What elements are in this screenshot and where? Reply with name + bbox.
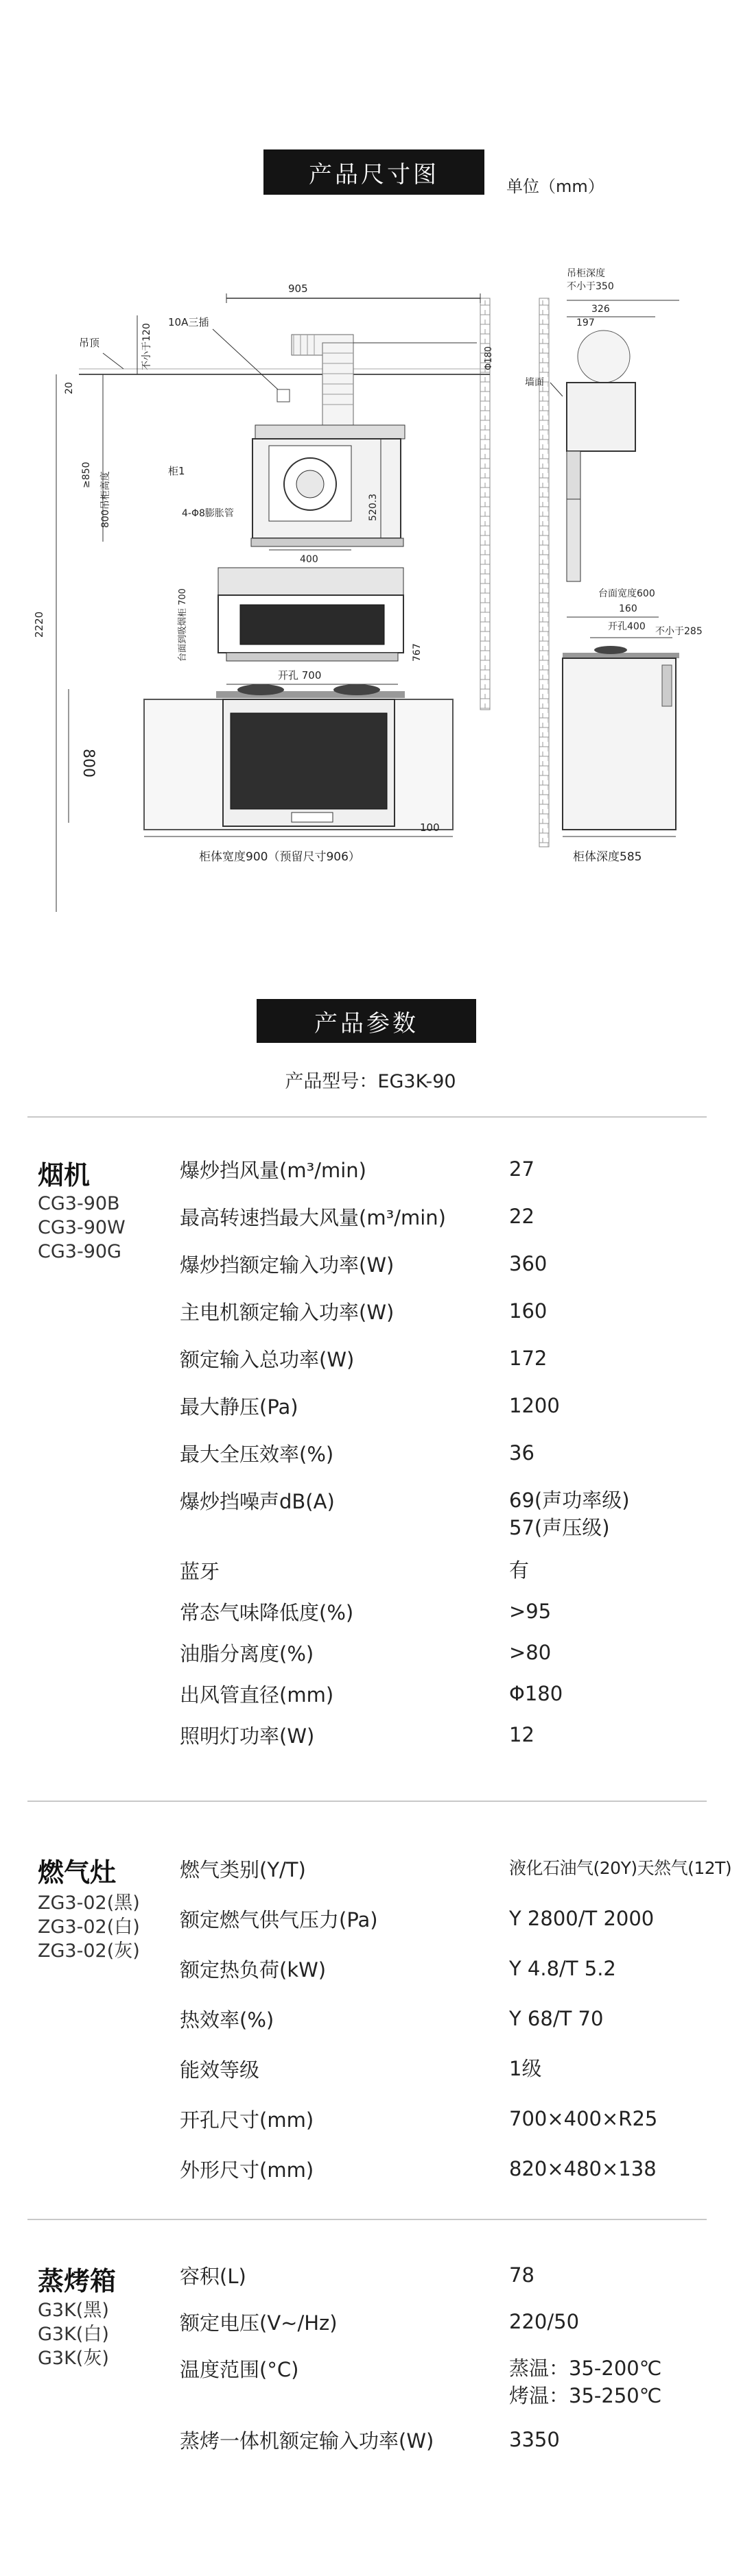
socket-label: 10A三插 [168,316,209,328]
param-value: >80 [509,1641,552,1664]
param-value: 27 [509,1157,534,1181]
param-value: Y 68/T 70 [509,2007,604,2030]
no-less-285: 不小于285 [655,626,703,637]
param-value: 360 [509,1252,548,1275]
param-value: 1200 [509,1394,560,1417]
oven-models [38,2298,109,2370]
param-value: 700×400×R25 [509,2107,658,2130]
dim-767: 767 [412,643,423,662]
side-stove [563,646,679,658]
stove-model: ZG3-02(白) [38,1916,140,1938]
stove-model: ZG3-02(灰) [38,1940,140,1962]
oven-model: G3K(白) [38,2324,109,2345]
gas-stove [216,684,405,698]
dim-20: 20 [64,382,75,394]
divider-stove [27,1801,707,1802]
param-label: 额定输入总功率(W) [180,1348,355,1371]
param-label: 最高转速挡最大风量(m³/min) [180,1206,446,1229]
param-value: 液化石油气(20Y)天然气(12T) [509,1858,732,1878]
base-cabinets [144,699,453,830]
param-value: 160 [509,1299,548,1323]
dim-no-less-120: 不小于120 [141,323,152,370]
param-label: 蒸烤一体机额定输入功率(W) [180,2429,434,2453]
dim-520: 520.3 [368,493,379,521]
ceiling-label: 吊顶 [79,337,100,349]
param-label: 爆炒挡噪声dB(A) [180,1490,335,1513]
param-value: 78 [509,2263,534,2287]
cutout-700: 开孔 700 [278,669,322,682]
param-value: 22 [509,1205,534,1228]
param-label: 常态气味降低度(%) [180,1601,354,1624]
dim-326: 326 [591,304,610,315]
stove-section-title: 燃气灶 [38,1857,117,1888]
dim-905: 905 [288,282,308,295]
hood-model: CG3-90G [38,1241,121,1262]
dim-160: 160 [619,603,637,614]
param-label: 容积(L) [180,2265,246,2288]
param-label: 最大静压(Pa) [180,1395,298,1419]
param-label: 燃气类别(Y/T) [180,1858,306,1881]
param-label: 最大全压效率(%) [180,1443,334,1466]
dimension-diagram [0,233,741,912]
socket [277,389,290,402]
param-label: 热效率(%) [180,2008,274,2032]
side-hood [567,383,635,581]
stove-models [38,1891,140,1963]
cabinet-1-label: 柜1 [168,465,185,477]
param-value: 820×480×138 [509,2157,657,2180]
unit-label: 单位（mm） [506,177,604,196]
param-label: 爆炒挡风量(m³/min) [180,1159,366,1182]
param-value: 69(声功率级) 57(声压级) [509,1489,630,1539]
counter-depth: 台面宽度600 [598,588,655,599]
dim-197: 197 [576,317,595,328]
param-value: 有 [509,1558,530,1582]
param-label: 外形尺寸(mm) [180,2158,314,2182]
param-label: 能效等级 [180,2058,260,2082]
param-value: >95 [509,1600,552,1623]
hood-model: CG3-90W [38,1217,126,1238]
dim-phi180: Φ180 [484,346,494,370]
divider-hood [27,1116,707,1118]
param-value: Y 2800/T 2000 [509,1907,655,1930]
countertop-to-hood: 台面到吸烟柜 700 [178,588,188,662]
model-number: 产品型号：EG3K-90 [285,1071,456,1092]
dim-800-cabinet: 800吊柜高度 [100,471,111,528]
dimension-title-banner: 产品尺寸图 [263,149,484,195]
divider-oven [27,2219,707,2220]
param-label: 额定热负荷(kW) [180,1958,327,1982]
hood-section-title: 烟机 [38,1160,91,1190]
param-value: 36 [509,1441,534,1465]
exhaust-duct [292,335,477,425]
dim-ge850: ≥850 [81,461,92,488]
cutout-400: 开孔400 [608,621,646,632]
param-label: 主电机额定输入功率(W) [180,1301,395,1324]
params-title-banner: 产品参数 [257,999,476,1043]
side-duct [578,330,630,383]
param-label: 额定电压(V~/Hz) [180,2311,338,2335]
param-value: 220/50 [509,2310,580,2333]
param-value: 蒸温：35-200℃ 烤温：35-250℃ [509,2357,662,2407]
expansion-pipe-label: 4-Φ8膨胀管 [182,508,234,519]
cabinet-width: 柜体宽度900（预留尺寸906） [199,850,360,864]
param-label: 开孔尺寸(mm) [180,2108,314,2132]
oven-section-title: 蒸烤箱 [38,2266,117,2296]
range-hood [251,425,405,546]
param-value: Y 4.8/T 5.2 [509,1957,616,1980]
dim-800: 800 [80,749,97,778]
fume-cabinet [218,568,403,661]
hood-model: CG3-90B [38,1193,120,1214]
param-label: 爆炒挡额定输入功率(W) [180,1253,395,1277]
param-value: 3350 [509,2428,560,2451]
param-label: 蓝牙 [180,1560,220,1583]
param-label: 照明灯功率(W) [180,1724,315,1748]
param-label: 出风管直径(mm) [180,1683,334,1707]
hang-depth-label: 吊柜深度 [567,268,605,279]
hood-models [38,1192,126,1264]
no-less-350: 不小于350 [567,281,614,292]
param-value: Φ180 [509,1682,563,1705]
param-label: 额定燃气供气压力(Pa) [180,1908,378,1931]
oven-model: G3K(灰) [38,2348,109,2369]
wall-label: 墙面 [525,377,544,388]
param-label: 油脂分离度(%) [180,1642,314,1665]
param-label: 温度范围(°C) [180,2358,299,2381]
stove-model: ZG3-02(黑) [38,1892,140,1914]
side-cabinet [563,658,676,830]
dim-400: 400 [300,554,318,565]
param-value: 1级 [509,2057,542,2080]
param-value: 172 [509,1347,548,1370]
oven-model: G3K(黑) [38,2300,109,2321]
param-value: 12 [509,1723,534,1746]
dim-100: 100 [420,821,440,834]
dim-2220: 2220 [33,611,45,638]
cabinet-depth: 柜体深度585 [573,850,642,864]
